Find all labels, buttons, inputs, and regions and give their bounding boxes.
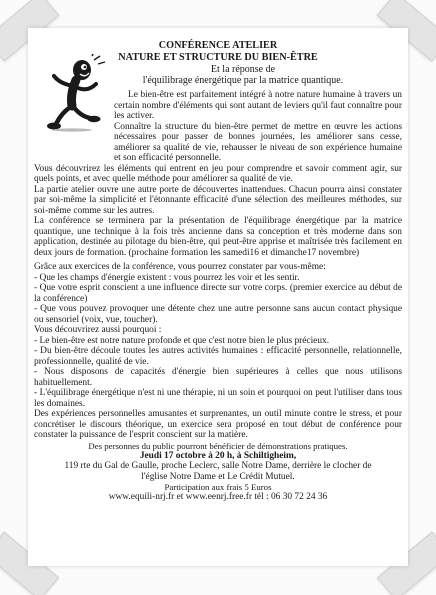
page-subtitle: NATURE ET STRUCTURE DU BIEN-ÊTRE — [118, 52, 318, 63]
event-date: Jeudi 17 octobre à 20 h, à Schiltigheim, — [139, 450, 297, 461]
tagline-line-1: Et la réponse de — [210, 64, 276, 75]
paragraph-4: Grâce aux exercices de la conférence, vous pourrez constater par vous-même: — [34, 262, 326, 272]
flyer-content — [34, 40, 402, 503]
event-address: 119 rte du Gal de Gaulle, proche Leclerc, salle Notre Dame, derrière le clocher de l'église Notre Dame et Le Crédit Mutuel. — [64, 461, 372, 482]
list-item: - Que les champs d'énergie existent : vous pourrez les voir et les sentir. — [34, 272, 300, 283]
paragraph-1: Vous découvrirez les éléments qui entrent en jeu pour comprendre et savoir comment agir, sur quels points, et avec quelle méthode pour améliorer sa qualité de vie. — [34, 163, 402, 184]
paragraph-3: La conférence se terminera par la présentation de l'équilibrage énergétique par la matrice quantique, une technique à la fois très ancienne dans sa conception et très moderne dans son application, destinée au pilotage du bien-être, qui peut-être apprise et maîtrisée très facilement en deux jours de formation. (prochaine formation les samedi16 et dimanche17 novembre) — [34, 216, 402, 258]
intro-paragraph-1: Le bien-être est parfaitement intégré à notre nature humaine à travers un certain nombre d'éléments qui sont autant de leviers qu'il faut connaître pour les activer. — [114, 90, 402, 121]
list-item: - Du bien-être découle toutes les autres activités humaines : efficacité personnelle, relationnelle, professionnelle, qualité de vie. — [34, 346, 402, 367]
paragraph-6: Des expériences personnelles amusantes et surprenantes, un outil minute contre le stress, et pour concrétiser le discours théorique, un exercice sera proposé en tout début de conférence pour constater la puissance de l'esprit conscient sur la matière. — [34, 409, 402, 440]
paragraph-5: Vous découvrirez aussi pourquoi : — [34, 325, 162, 335]
list-item: - L'équilibrage énergétique n'est ni une thérapie, ni un soin et pourquoi on peut l'utiliser dans tous les domaines. — [34, 388, 402, 409]
demo-note: Des personnes du public pourront bénéficier de démonstrations pratiques. — [88, 440, 348, 451]
list-item: - Nous disposons de capacités d'énergie bien supérieures à celles que nous utilisons habituellement. — [34, 367, 402, 388]
tagline-line-2: l'équilibrage énergétique par la matrice quantique. — [142, 75, 344, 86]
list-item: - Que votre esprit conscient a une influence directe sur votre corps. (premier exercice au début de la conférence) — [34, 283, 402, 304]
contact-info: www.equili-nrj.fr et www.eenrj.free.fr tél : 06 30 72 24 36 — [108, 492, 328, 502]
list-item: - Que vous pouvez provoquer une détente chez une autre personne sans aucun contact physique ou sensoriel (voix, vue, toucher). — [34, 304, 402, 325]
intro-paragraph-2: Connaître la structure du bien-être permet de mettre en œuvre les actions nécessaires pour passer de bonnes journées, les améliorer sans cesse, améliorer sa qualité de vie, rehausser le niveau de son expérience humaine et son efficacité personnelle. — [114, 121, 402, 163]
event-price: Participation aux frais 5 Euros — [164, 482, 272, 492]
flyer-sheet — [28, 28, 408, 566]
paragraph-2: La partie atelier ouvre une autre porte de découvertes inattendues. Chacun pourra ainsi constater par soi-même la simplicité et l'étonnante efficacité d'une sélection des meilleures méthodes, sur soi-même comme sur les autres. — [34, 184, 402, 216]
page-title: CONFÉRENCE ATELIER — [158, 40, 278, 51]
list-item: - Le bien-être est notre nature profonde et que c'est notre bien le plus précieux. — [34, 335, 330, 346]
